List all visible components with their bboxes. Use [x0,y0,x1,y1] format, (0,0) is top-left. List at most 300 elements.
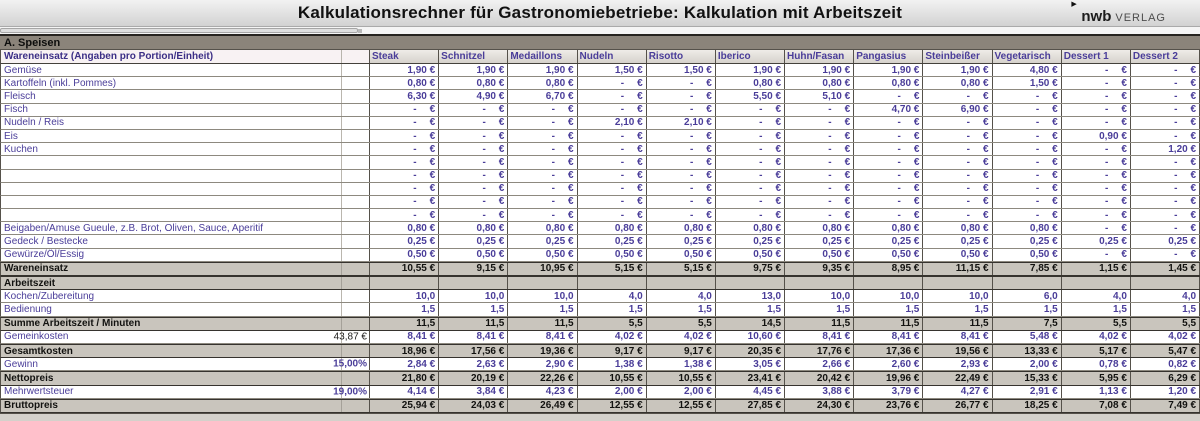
factor-cell[interactable] [342,318,370,330]
value-cell[interactable]: 0,50 € [370,249,439,261]
value-cell[interactable]: 1,90 € [508,64,577,76]
value-cell[interactable]: 0,50 € [578,249,647,261]
factor-cell[interactable] [342,90,370,102]
value-cell[interactable]: 26,77 € [923,400,992,412]
value-cell[interactable] [854,117,923,129]
value-cell[interactable]: 9,17 € [647,345,716,357]
value-cell[interactable]: 20,42 € [785,372,854,384]
row-label-cell[interactable] [1,170,342,182]
value-cell[interactable]: 12,55 € [578,400,647,412]
column-header-5[interactable]: Risotto [647,50,716,63]
value-cell[interactable] [370,117,439,129]
value-cell[interactable] [370,104,439,116]
column-header-9[interactable]: Steinbeißer [923,50,992,63]
value-cell[interactable]: 11,5 [439,318,508,330]
value-cell[interactable]: 0,80 € [439,222,508,234]
value-cell[interactable]: 1,20 € [1131,386,1200,398]
value-cell[interactable]: 23,41 € [716,372,785,384]
value-cell[interactable] [993,209,1062,221]
value-cell[interactable] [508,277,577,289]
value-cell[interactable]: 1,5 [508,303,577,315]
value-cell[interactable]: 11,5 [854,318,923,330]
value-cell[interactable]: 4,02 € [1062,331,1131,343]
value-cell[interactable]: 17,36 € [854,345,923,357]
row-label-cell[interactable]: Kuchen [1,143,342,155]
row-label-cell[interactable]: Nettopreis [1,372,342,384]
value-cell[interactable] [716,130,785,142]
row-label-cell[interactable] [1,209,342,221]
value-cell[interactable]: 0,25 € [578,235,647,247]
row-label-cell[interactable]: Arbeitszeit [1,277,342,289]
value-cell[interactable]: 3,79 € [854,386,923,398]
value-cell[interactable]: 1,20 € [1131,143,1200,155]
value-cell[interactable]: 0,50 € [993,249,1062,261]
value-cell[interactable] [716,156,785,168]
column-header-1[interactable]: Steak [370,50,439,63]
value-cell[interactable] [370,143,439,155]
factor-cell[interactable] [342,117,370,129]
factor-cell[interactable] [342,130,370,142]
value-cell[interactable] [785,183,854,195]
factor-cell[interactable] [342,156,370,168]
value-cell[interactable] [439,277,508,289]
value-cell[interactable] [578,277,647,289]
value-cell[interactable] [578,209,647,221]
value-cell[interactable]: 18,96 € [370,345,439,357]
value-cell[interactable] [1131,170,1200,182]
value-cell[interactable]: 0,25 € [1131,235,1200,247]
value-cell[interactable]: 1,5 [1131,303,1200,315]
value-cell[interactable]: 4,02 € [647,331,716,343]
factor-cell[interactable] [342,249,370,261]
value-cell[interactable] [993,117,1062,129]
value-cell[interactable]: 4,70 € [854,104,923,116]
factor-cell[interactable] [342,143,370,155]
value-cell[interactable]: 1,45 € [1131,263,1200,275]
value-cell[interactable]: 1,38 € [578,358,647,370]
value-cell[interactable] [578,170,647,182]
value-cell[interactable] [785,277,854,289]
value-cell[interactable]: 9,17 € [578,345,647,357]
value-cell[interactable] [578,143,647,155]
value-cell[interactable]: 4,0 [647,290,716,302]
value-cell[interactable]: 0,90 € [1062,130,1131,142]
value-cell[interactable]: 4,14 € [370,386,439,398]
value-cell[interactable]: 8,41 € [439,331,508,343]
value-cell[interactable] [578,77,647,89]
value-cell[interactable]: 0,80 € [785,222,854,234]
row-label-cell[interactable] [1,156,342,168]
value-cell[interactable]: 23,76 € [854,400,923,412]
value-cell[interactable] [647,170,716,182]
value-cell[interactable]: 1,50 € [993,77,1062,89]
value-cell[interactable]: 8,41 € [923,331,992,343]
row-label-cell[interactable]: Bedienung [1,303,342,315]
value-cell[interactable]: 10,0 [785,290,854,302]
value-cell[interactable] [1131,249,1200,261]
value-cell[interactable] [647,196,716,208]
value-cell[interactable]: 0,50 € [716,249,785,261]
factor-cell[interactable] [342,64,370,76]
value-cell[interactable]: 0,80 € [716,222,785,234]
value-cell[interactable] [647,183,716,195]
value-cell[interactable] [508,196,577,208]
value-cell[interactable] [993,196,1062,208]
value-cell[interactable]: 0,25 € [439,235,508,247]
column-header-7[interactable]: Huhn/Fasan [785,50,854,63]
value-cell[interactable] [370,156,439,168]
value-cell[interactable] [578,183,647,195]
row-label-cell[interactable]: Nudeln / Reis [1,117,342,129]
row-label-cell[interactable]: Eis [1,130,342,142]
value-cell[interactable] [508,156,577,168]
value-cell[interactable] [1131,209,1200,221]
value-cell[interactable]: 4,0 [1131,290,1200,302]
value-cell[interactable] [923,196,992,208]
value-cell[interactable] [439,104,508,116]
value-cell[interactable]: 1,5 [578,303,647,315]
value-cell[interactable] [370,130,439,142]
value-cell[interactable]: 10,0 [923,290,992,302]
value-cell[interactable]: 1,5 [439,303,508,315]
value-cell[interactable]: 1,90 € [716,64,785,76]
value-cell[interactable] [716,104,785,116]
value-cell[interactable]: 17,56 € [439,345,508,357]
value-cell[interactable] [439,117,508,129]
value-cell[interactable]: 3,84 € [439,386,508,398]
value-cell[interactable] [647,156,716,168]
value-cell[interactable] [1131,196,1200,208]
value-cell[interactable] [716,196,785,208]
value-cell[interactable] [716,117,785,129]
value-cell[interactable]: 1,50 € [578,64,647,76]
value-cell[interactable]: 1,5 [993,303,1062,315]
value-cell[interactable]: 2,60 € [854,358,923,370]
value-cell[interactable]: 0,80 € [647,222,716,234]
value-cell[interactable] [923,130,992,142]
value-cell[interactable] [854,183,923,195]
value-cell[interactable] [993,170,1062,182]
factor-cell[interactable] [342,170,370,182]
value-cell[interactable] [370,183,439,195]
value-cell[interactable]: 6,29 € [1131,372,1200,384]
value-cell[interactable] [508,117,577,129]
value-cell[interactable]: 2,00 € [647,386,716,398]
value-cell[interactable] [370,277,439,289]
factor-cell[interactable] [342,303,370,315]
value-cell[interactable] [647,209,716,221]
value-cell[interactable]: 5,5 [1131,318,1200,330]
factor-cell[interactable] [342,196,370,208]
value-cell[interactable]: 19,56 € [923,345,992,357]
value-cell[interactable] [854,196,923,208]
value-cell[interactable]: 0,80 € [854,222,923,234]
value-cell[interactable]: 0,50 € [785,249,854,261]
value-cell[interactable]: 0,80 € [370,222,439,234]
value-cell[interactable]: 0,80 € [923,222,992,234]
value-cell[interactable] [993,183,1062,195]
value-cell[interactable]: 10,0 [508,290,577,302]
row-label-cell[interactable]: Beigaben/Amuse Gueule, z.B. Brot, Oliven, Sauce, Aperitif [1,222,342,234]
value-cell[interactable]: 5,5 [578,318,647,330]
value-cell[interactable]: 9,75 € [716,263,785,275]
factor-cell[interactable] [342,277,370,289]
column-header-4[interactable]: Nudeln [578,50,647,63]
value-cell[interactable] [647,277,716,289]
value-cell[interactable] [785,170,854,182]
factor-cell[interactable] [342,235,370,247]
value-cell[interactable] [439,143,508,155]
value-cell[interactable]: 2,84 € [370,358,439,370]
value-cell[interactable] [785,196,854,208]
value-cell[interactable]: 10,0 [370,290,439,302]
value-cell[interactable]: 5,17 € [1062,345,1131,357]
value-cell[interactable] [508,209,577,221]
value-cell[interactable]: 0,25 € [923,235,992,247]
row-label-cell[interactable]: Gesamtkosten [1,345,342,357]
value-cell[interactable] [716,209,785,221]
value-cell[interactable]: 5,48 € [993,331,1062,343]
value-cell[interactable]: 10,60 € [716,331,785,343]
value-cell[interactable] [647,77,716,89]
row-label-cell[interactable] [1,196,342,208]
value-cell[interactable]: 10,55 € [370,263,439,275]
row-label-cell[interactable]: Mehrwertsteuer [1,386,342,398]
value-cell[interactable]: 5,15 € [578,263,647,275]
value-cell[interactable] [1062,277,1131,289]
value-cell[interactable]: 1,50 € [647,64,716,76]
value-cell[interactable] [785,104,854,116]
value-cell[interactable]: 0,80 € [439,77,508,89]
factor-cell[interactable] [342,209,370,221]
column-header-8[interactable]: Pangasius [854,50,923,63]
value-cell[interactable]: 7,08 € [1062,400,1131,412]
value-cell[interactable] [1131,156,1200,168]
value-cell[interactable]: 18,25 € [993,400,1062,412]
value-cell[interactable] [1131,183,1200,195]
value-cell[interactable] [1131,117,1200,129]
value-cell[interactable] [508,104,577,116]
value-cell[interactable] [923,277,992,289]
value-cell[interactable]: 0,80 € [578,222,647,234]
value-cell[interactable] [993,130,1062,142]
value-cell[interactable] [508,183,577,195]
value-cell[interactable]: 2,93 € [923,358,992,370]
value-cell[interactable] [716,277,785,289]
corner-header-cell[interactable]: Wareneinsatz (Angaben pro Portion/Einheit) [1,50,342,63]
column-header-12[interactable]: Dessert 2 [1131,50,1200,63]
value-cell[interactable]: 10,95 € [508,263,577,275]
value-cell[interactable] [439,209,508,221]
value-cell[interactable] [993,156,1062,168]
value-cell[interactable] [923,117,992,129]
value-cell[interactable] [647,90,716,102]
factor-cell[interactable] [342,222,370,234]
value-cell[interactable]: 4,23 € [508,386,577,398]
value-cell[interactable] [923,170,992,182]
value-cell[interactable] [785,209,854,221]
value-cell[interactable]: 1,5 [785,303,854,315]
value-cell[interactable]: 0,25 € [716,235,785,247]
value-cell[interactable]: 8,41 € [370,331,439,343]
value-cell[interactable] [1062,90,1131,102]
value-cell[interactable]: 0,80 € [370,77,439,89]
value-cell[interactable]: 4,02 € [1131,331,1200,343]
value-cell[interactable]: 0,80 € [854,77,923,89]
value-cell[interactable] [508,170,577,182]
column-header-2[interactable]: Schnitzel [439,50,508,63]
row-label-cell[interactable]: Gedeck / Bestecke [1,235,342,247]
value-cell[interactable]: 5,47 € [1131,345,1200,357]
value-cell[interactable]: 0,25 € [370,235,439,247]
value-cell[interactable]: 0,80 € [785,77,854,89]
value-cell[interactable]: 8,95 € [854,263,923,275]
value-cell[interactable]: 4,90 € [439,90,508,102]
row-label-cell[interactable]: Gemeinkosten [1,331,342,343]
value-cell[interactable]: 7,85 € [993,263,1062,275]
value-cell[interactable]: 2,90 € [508,358,577,370]
value-cell[interactable]: 15,33 € [993,372,1062,384]
value-cell[interactable]: 2,66 € [785,358,854,370]
value-cell[interactable] [993,277,1062,289]
factor-cell[interactable] [342,345,370,357]
value-cell[interactable]: 0,50 € [647,249,716,261]
value-cell[interactable]: 6,70 € [508,90,577,102]
scrollbar-thumb[interactable] [0,28,358,33]
value-cell[interactable]: 0,50 € [439,249,508,261]
value-cell[interactable]: 11,5 [508,318,577,330]
row-label-cell[interactable]: Gemüse [1,64,342,76]
factor-cell[interactable] [342,263,370,275]
value-cell[interactable]: 1,5 [647,303,716,315]
value-cell[interactable]: 1,90 € [439,64,508,76]
value-cell[interactable] [439,130,508,142]
factor-cell[interactable] [342,77,370,89]
value-cell[interactable] [1062,170,1131,182]
value-cell[interactable]: 9,15 € [439,263,508,275]
row-label-cell[interactable]: Kochen/Zubereitung [1,290,342,302]
value-cell[interactable]: 0,25 € [647,235,716,247]
value-cell[interactable]: 1,15 € [1062,263,1131,275]
value-cell[interactable]: 4,02 € [578,331,647,343]
value-cell[interactable]: 14,5 [716,318,785,330]
value-cell[interactable]: 5,15 € [647,263,716,275]
value-cell[interactable] [854,209,923,221]
value-cell[interactable]: 9,35 € [785,263,854,275]
value-cell[interactable]: 11,15 € [923,263,992,275]
value-cell[interactable] [923,156,992,168]
value-cell[interactable] [923,90,992,102]
value-cell[interactable]: 4,0 [1062,290,1131,302]
value-cell[interactable]: 13,33 € [993,345,1062,357]
value-cell[interactable] [993,143,1062,155]
value-cell[interactable] [508,130,577,142]
value-cell[interactable] [854,156,923,168]
value-cell[interactable] [1131,64,1200,76]
value-cell[interactable] [1062,143,1131,155]
value-cell[interactable]: 11,5 [923,318,992,330]
value-cell[interactable]: 17,76 € [785,345,854,357]
row-label-cell[interactable]: Gewürze/Öl/Essig [1,249,342,261]
value-cell[interactable] [1131,104,1200,116]
value-cell[interactable]: 0,80 € [993,222,1062,234]
value-cell[interactable] [439,196,508,208]
value-cell[interactable] [1131,277,1200,289]
value-cell[interactable] [578,196,647,208]
value-cell[interactable]: 13,0 [716,290,785,302]
value-cell[interactable]: 19,36 € [508,345,577,357]
value-cell[interactable]: 5,50 € [716,90,785,102]
value-cell[interactable] [578,156,647,168]
factor-cell[interactable] [333,331,370,343]
value-cell[interactable]: 0,80 € [716,77,785,89]
value-cell[interactable]: 1,5 [923,303,992,315]
factor-cell[interactable] [342,183,370,195]
factor-header-cell[interactable] [342,50,370,63]
value-cell[interactable] [370,196,439,208]
value-cell[interactable]: 8,41 € [854,331,923,343]
value-cell[interactable] [508,143,577,155]
value-cell[interactable]: 4,0 [578,290,647,302]
factor-cell[interactable] [342,290,370,302]
row-label-cell[interactable]: Gewinn [1,358,342,370]
factor-cell[interactable] [333,358,370,370]
value-cell[interactable]: 10,55 € [578,372,647,384]
value-cell[interactable]: 5,10 € [785,90,854,102]
value-cell[interactable]: 1,5 [716,303,785,315]
row-label-cell[interactable] [1,183,342,195]
value-cell[interactable] [647,143,716,155]
value-cell[interactable] [1062,117,1131,129]
value-cell[interactable] [1062,156,1131,168]
value-cell[interactable]: 21,80 € [370,372,439,384]
value-cell[interactable]: 1,5 [854,303,923,315]
factor-cell[interactable] [333,386,370,398]
value-cell[interactable]: 10,0 [439,290,508,302]
value-cell[interactable]: 7,5 [993,318,1062,330]
column-header-3[interactable]: Medaillons [508,50,577,63]
value-cell[interactable]: 12,55 € [647,400,716,412]
column-header-6[interactable]: Iberico [716,50,785,63]
value-cell[interactable] [923,143,992,155]
value-cell[interactable]: 0,50 € [923,249,992,261]
value-cell[interactable]: 22,49 € [923,372,992,384]
value-cell[interactable]: 5,5 [647,318,716,330]
value-cell[interactable]: 0,78 € [1062,358,1131,370]
value-cell[interactable]: 0,25 € [993,235,1062,247]
value-cell[interactable]: 8,41 € [785,331,854,343]
value-cell[interactable]: 5,95 € [1062,372,1131,384]
value-cell[interactable] [578,104,647,116]
value-cell[interactable]: 1,90 € [370,64,439,76]
value-cell[interactable]: 0,25 € [1062,235,1131,247]
value-cell[interactable] [1062,77,1131,89]
value-cell[interactable]: 11,5 [785,318,854,330]
value-cell[interactable]: 2,00 € [993,358,1062,370]
value-cell[interactable] [1062,196,1131,208]
value-cell[interactable] [1062,183,1131,195]
value-cell[interactable] [1062,222,1131,234]
row-label-cell[interactable]: Wareneinsatz [1,263,342,275]
value-cell[interactable]: 24,03 € [439,400,508,412]
value-cell[interactable]: 25,94 € [370,400,439,412]
value-cell[interactable]: 0,50 € [508,249,577,261]
value-cell[interactable]: 0,25 € [785,235,854,247]
value-cell[interactable]: 2,91 € [993,386,1062,398]
column-header-10[interactable]: Vegetarisch [993,50,1062,63]
value-cell[interactable] [785,143,854,155]
value-cell[interactable] [1062,249,1131,261]
